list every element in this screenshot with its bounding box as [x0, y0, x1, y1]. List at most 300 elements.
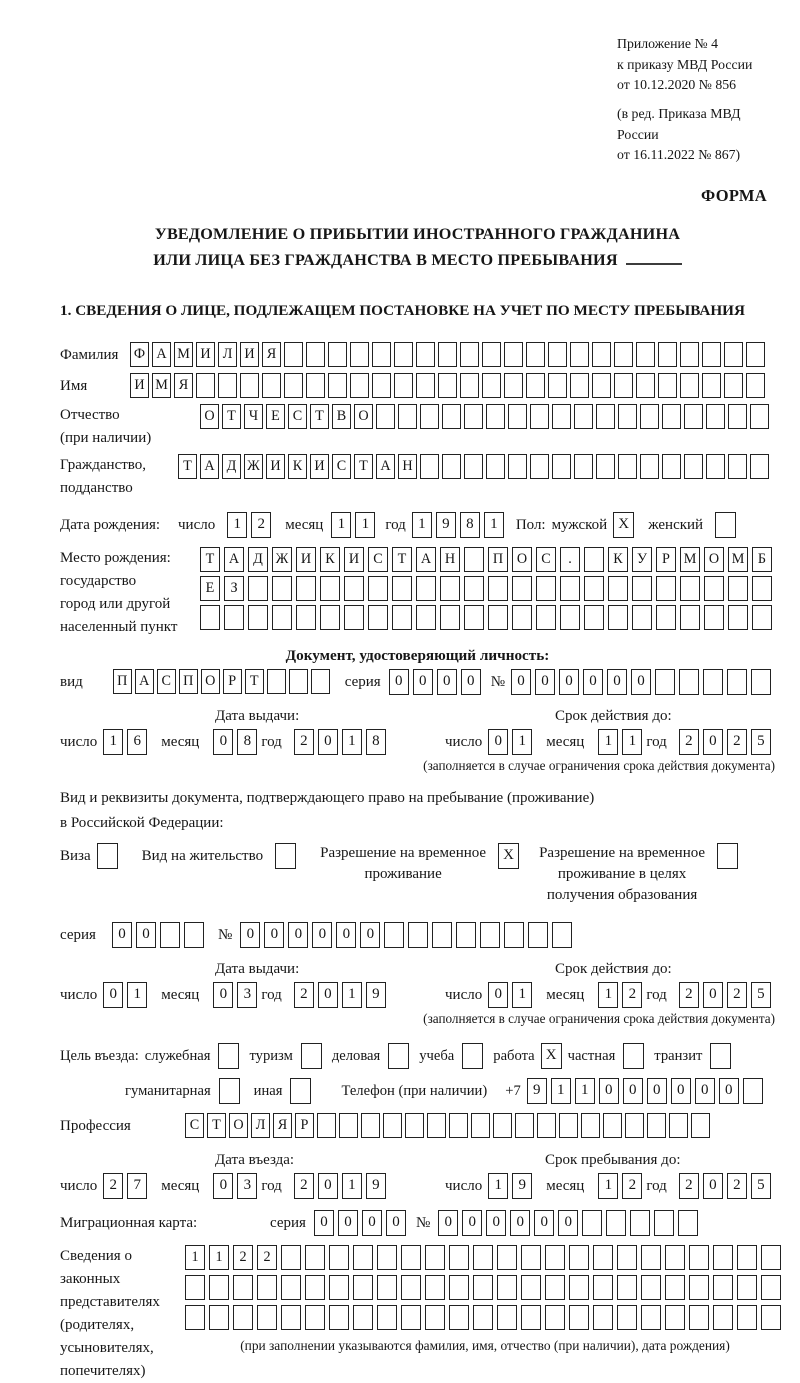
form-cell[interactable]: К	[608, 547, 628, 572]
form-cell[interactable]: 0	[288, 922, 308, 948]
purpose-tourism-checkbox[interactable]	[301, 1043, 322, 1069]
form-cell[interactable]: 0	[213, 982, 233, 1008]
form-cell[interactable]	[497, 1245, 517, 1270]
form-cell[interactable]	[376, 404, 395, 429]
form-cell[interactable]: 8	[460, 512, 480, 538]
form-cell[interactable]	[224, 605, 244, 630]
form-cell[interactable]	[592, 373, 611, 398]
form-cell[interactable]	[377, 1275, 397, 1300]
form-cell[interactable]	[641, 1275, 661, 1300]
form-cell[interactable]	[504, 342, 523, 367]
form-cell[interactable]	[737, 1275, 757, 1300]
form-cell[interactable]: 0	[511, 669, 531, 695]
form-cell[interactable]: И	[130, 373, 149, 398]
form-cell[interactable]	[662, 454, 681, 479]
issue-month-boxes[interactable]	[213, 729, 261, 755]
form-cell[interactable]	[704, 576, 724, 601]
form-cell[interactable]: 0	[318, 982, 338, 1008]
form-cell[interactable]	[679, 669, 699, 695]
form-cell[interactable]	[284, 373, 303, 398]
form-cell[interactable]	[353, 1275, 373, 1300]
form-cell[interactable]: 1	[103, 729, 123, 755]
form-cell[interactable]: 0	[136, 922, 156, 948]
until-month-boxes[interactable]	[598, 729, 646, 755]
form-cell[interactable]	[257, 1275, 277, 1300]
form-cell[interactable]	[752, 576, 772, 601]
purpose-other-checkbox[interactable]	[290, 1078, 311, 1104]
form-cell[interactable]	[449, 1245, 469, 1270]
form-cell[interactable]: 1	[598, 1173, 618, 1199]
form-cell[interactable]	[743, 1078, 763, 1104]
form-cell[interactable]	[737, 1305, 757, 1330]
form-cell[interactable]: Я	[262, 342, 281, 367]
entry-day-boxes[interactable]	[103, 1173, 151, 1199]
form-cell[interactable]	[521, 1305, 541, 1330]
form-cell[interactable]	[449, 1305, 469, 1330]
form-cell[interactable]	[196, 373, 215, 398]
form-cell[interactable]	[464, 454, 483, 479]
profession-boxes[interactable]	[185, 1113, 713, 1138]
form-cell[interactable]	[460, 342, 479, 367]
form-cell[interactable]: Т	[310, 404, 329, 429]
form-cell[interactable]: К	[288, 454, 307, 479]
form-cell[interactable]	[680, 373, 699, 398]
form-cell[interactable]	[728, 576, 748, 601]
form-cell[interactable]	[320, 576, 340, 601]
form-cell[interactable]	[473, 1245, 493, 1270]
form-cell[interactable]	[552, 454, 571, 479]
form-cell[interactable]: 0	[703, 729, 723, 755]
form-cell[interactable]	[526, 373, 545, 398]
form-cell[interactable]	[603, 1113, 622, 1138]
form-cell[interactable]	[617, 1305, 637, 1330]
form-cell[interactable]: Л	[218, 342, 237, 367]
form-cell[interactable]	[614, 342, 633, 367]
sex-female-checkbox[interactable]	[715, 512, 736, 538]
form-cell[interactable]: 5	[751, 982, 771, 1008]
form-cell[interactable]: 1	[551, 1078, 571, 1104]
doc-number-boxes[interactable]	[511, 669, 775, 695]
form-cell[interactable]	[398, 404, 417, 429]
form-cell[interactable]: 1	[598, 982, 618, 1008]
form-cell[interactable]	[584, 605, 604, 630]
form-cell[interactable]	[727, 669, 747, 695]
surname-boxes[interactable]	[130, 342, 768, 367]
form-cell[interactable]: Р	[656, 547, 676, 572]
form-cell[interactable]	[305, 1305, 325, 1330]
form-cell[interactable]	[508, 404, 527, 429]
form-cell[interactable]	[703, 669, 723, 695]
form-cell[interactable]: О	[704, 547, 724, 572]
form-cell[interactable]: 2	[622, 1173, 642, 1199]
form-cell[interactable]	[552, 404, 571, 429]
form-cell[interactable]	[702, 373, 721, 398]
form-cell[interactable]: 0	[647, 1078, 667, 1104]
form-cell[interactable]	[339, 1113, 358, 1138]
form-cell[interactable]	[416, 373, 435, 398]
form-cell[interactable]: 2	[679, 1173, 699, 1199]
form-cell[interactable]	[545, 1305, 565, 1330]
until-day-boxes[interactable]	[488, 729, 536, 755]
form-cell[interactable]: С	[185, 1113, 204, 1138]
form-cell[interactable]: 1	[342, 982, 362, 1008]
form-cell[interactable]: 0	[386, 1210, 406, 1236]
form-cell[interactable]: 3	[237, 982, 257, 1008]
form-cell[interactable]	[320, 605, 340, 630]
form-cell[interactable]	[267, 669, 286, 694]
form-cell[interactable]	[438, 373, 457, 398]
form-cell[interactable]	[632, 605, 652, 630]
form-cell[interactable]	[559, 1113, 578, 1138]
form-cell[interactable]	[746, 342, 765, 367]
form-cell[interactable]	[408, 922, 428, 948]
form-cell[interactable]	[521, 1275, 541, 1300]
form-cell[interactable]: П	[179, 669, 198, 694]
form-cell[interactable]: 0	[719, 1078, 739, 1104]
form-cell[interactable]	[209, 1305, 229, 1330]
form-cell[interactable]	[537, 1113, 556, 1138]
form-cell[interactable]	[209, 1275, 229, 1300]
form-cell[interactable]	[678, 1210, 698, 1236]
form-cell[interactable]: Д	[248, 547, 268, 572]
phone-boxes[interactable]	[527, 1078, 767, 1104]
form-cell[interactable]	[665, 1245, 685, 1270]
form-cell[interactable]: 0	[623, 1078, 643, 1104]
form-cell[interactable]	[702, 342, 721, 367]
form-cell[interactable]: Д	[222, 454, 241, 479]
form-cell[interactable]	[640, 404, 659, 429]
form-cell[interactable]: Р	[223, 669, 242, 694]
form-cell[interactable]	[614, 373, 633, 398]
form-cell[interactable]: И	[310, 454, 329, 479]
form-cell[interactable]	[289, 669, 308, 694]
form-cell[interactable]: 0	[695, 1078, 715, 1104]
form-cell[interactable]: 0	[559, 669, 579, 695]
form-cell[interactable]	[680, 576, 700, 601]
form-cell[interactable]	[464, 547, 484, 572]
form-cell[interactable]	[284, 342, 303, 367]
form-cell[interactable]: 3	[237, 1173, 257, 1199]
form-cell[interactable]	[368, 605, 388, 630]
form-cell[interactable]: А	[376, 454, 395, 479]
form-cell[interactable]: 0	[671, 1078, 691, 1104]
form-cell[interactable]	[497, 1275, 517, 1300]
form-cell[interactable]: 2	[679, 729, 699, 755]
form-cell[interactable]: У	[632, 547, 652, 572]
form-cell[interactable]: И	[344, 547, 364, 572]
form-cell[interactable]	[160, 922, 180, 948]
form-cell[interactable]: М	[680, 547, 700, 572]
birth-place-row2[interactable]	[200, 576, 776, 601]
form-cell[interactable]	[689, 1245, 709, 1270]
form-cell[interactable]: 0	[213, 729, 233, 755]
form-cell[interactable]	[545, 1245, 565, 1270]
form-cell[interactable]: 0	[338, 1210, 358, 1236]
form-cell[interactable]: Т	[392, 547, 412, 572]
form-cell[interactable]	[656, 576, 676, 601]
form-cell[interactable]: О	[201, 669, 220, 694]
form-cell[interactable]: 2	[727, 1173, 747, 1199]
form-cell[interactable]	[536, 576, 556, 601]
rvp-education-checkbox[interactable]	[717, 843, 738, 869]
form-cell[interactable]: Т	[222, 404, 241, 429]
form-cell[interactable]	[394, 373, 413, 398]
form-cell[interactable]: О	[200, 404, 219, 429]
form-cell[interactable]	[536, 605, 556, 630]
form-cell[interactable]	[344, 605, 364, 630]
form-cell[interactable]	[530, 404, 549, 429]
form-cell[interactable]: 9	[366, 1173, 386, 1199]
form-cell[interactable]	[630, 1210, 650, 1236]
form-cell[interactable]	[752, 605, 772, 630]
migration-number-boxes[interactable]	[438, 1210, 702, 1236]
sex-male-checkbox[interactable]: X	[613, 512, 634, 538]
birth-month-boxes[interactable]	[331, 512, 379, 538]
rvp-issue-month-boxes[interactable]	[213, 982, 261, 1008]
issue-year-boxes[interactable]	[294, 729, 390, 755]
form-cell[interactable]	[618, 454, 637, 479]
form-cell[interactable]	[464, 404, 483, 429]
form-cell[interactable]: 2	[257, 1245, 277, 1270]
form-cell[interactable]	[592, 342, 611, 367]
form-cell[interactable]: А	[200, 454, 219, 479]
form-cell[interactable]	[593, 1275, 613, 1300]
form-cell[interactable]: Я	[273, 1113, 292, 1138]
form-cell[interactable]	[328, 373, 347, 398]
form-cell[interactable]	[593, 1245, 613, 1270]
form-cell[interactable]	[471, 1113, 490, 1138]
form-cell[interactable]: 0	[103, 982, 123, 1008]
form-cell[interactable]: 1	[488, 1173, 508, 1199]
form-cell[interactable]: 1	[331, 512, 351, 538]
form-cell[interactable]	[625, 1113, 644, 1138]
form-cell[interactable]	[632, 576, 652, 601]
form-cell[interactable]: 1	[412, 512, 432, 538]
form-cell[interactable]	[456, 922, 476, 948]
form-cell[interactable]	[761, 1275, 781, 1300]
form-cell[interactable]: А	[224, 547, 244, 572]
form-cell[interactable]	[384, 922, 404, 948]
birth-place-row3[interactable]	[200, 605, 776, 630]
form-cell[interactable]	[548, 373, 567, 398]
form-cell[interactable]	[606, 1210, 626, 1236]
representatives-row3[interactable]	[185, 1305, 785, 1330]
form-cell[interactable]	[486, 404, 505, 429]
form-cell[interactable]	[329, 1245, 349, 1270]
form-cell[interactable]	[728, 605, 748, 630]
form-cell[interactable]: Т	[200, 547, 220, 572]
form-cell[interactable]	[185, 1305, 205, 1330]
doc-kind-boxes[interactable]	[113, 669, 333, 694]
form-cell[interactable]	[508, 454, 527, 479]
form-cell[interactable]	[416, 576, 436, 601]
form-cell[interactable]	[750, 404, 769, 429]
form-cell[interactable]: 0	[607, 669, 627, 695]
form-cell[interactable]: Я	[174, 373, 193, 398]
form-cell[interactable]	[440, 605, 460, 630]
form-cell[interactable]	[618, 404, 637, 429]
form-cell[interactable]: 1	[575, 1078, 595, 1104]
form-cell[interactable]: 0	[389, 669, 409, 695]
form-cell[interactable]	[281, 1245, 301, 1270]
form-cell[interactable]: 1	[342, 729, 362, 755]
form-cell[interactable]	[486, 454, 505, 479]
form-cell[interactable]	[608, 605, 628, 630]
form-cell[interactable]	[545, 1275, 565, 1300]
purpose-official-checkbox[interactable]	[218, 1043, 239, 1069]
form-cell[interactable]: Ч	[244, 404, 263, 429]
form-cell[interactable]	[482, 342, 501, 367]
form-cell[interactable]	[442, 454, 461, 479]
form-cell[interactable]: О	[512, 547, 532, 572]
form-cell[interactable]	[416, 342, 435, 367]
form-cell[interactable]	[689, 1275, 709, 1300]
form-cell[interactable]	[497, 1305, 517, 1330]
form-cell[interactable]: 1	[209, 1245, 229, 1270]
form-cell[interactable]: А	[152, 342, 171, 367]
form-cell[interactable]	[306, 373, 325, 398]
form-cell[interactable]	[761, 1305, 781, 1330]
form-cell[interactable]	[328, 342, 347, 367]
form-cell[interactable]	[184, 922, 204, 948]
form-cell[interactable]: 2	[251, 512, 271, 538]
form-cell[interactable]	[353, 1245, 373, 1270]
form-cell[interactable]: 1	[622, 729, 642, 755]
form-cell[interactable]: С	[332, 454, 351, 479]
form-cell[interactable]	[691, 1113, 710, 1138]
form-cell[interactable]: О	[229, 1113, 248, 1138]
form-cell[interactable]	[377, 1245, 397, 1270]
form-cell[interactable]: Н	[440, 547, 460, 572]
form-cell[interactable]	[656, 605, 676, 630]
form-cell[interactable]	[425, 1275, 445, 1300]
form-cell[interactable]	[689, 1305, 709, 1330]
form-cell[interactable]	[574, 454, 593, 479]
form-cell[interactable]: Т	[207, 1113, 226, 1138]
form-cell[interactable]	[361, 1113, 380, 1138]
form-cell[interactable]	[493, 1113, 512, 1138]
form-cell[interactable]	[392, 576, 412, 601]
form-cell[interactable]	[713, 1275, 733, 1300]
form-cell[interactable]: И	[196, 342, 215, 367]
form-cell[interactable]: И	[266, 454, 285, 479]
form-cell[interactable]	[684, 404, 703, 429]
form-cell[interactable]: А	[416, 547, 436, 572]
form-cell[interactable]	[737, 1245, 757, 1270]
citizenship-boxes[interactable]	[178, 454, 772, 479]
form-cell[interactable]: 0	[213, 1173, 233, 1199]
form-cell[interactable]	[329, 1275, 349, 1300]
form-cell[interactable]	[526, 342, 545, 367]
residence-number-boxes[interactable]	[240, 922, 576, 948]
form-cell[interactable]	[350, 342, 369, 367]
form-cell[interactable]	[706, 454, 725, 479]
form-cell[interactable]: 0	[461, 669, 481, 695]
form-cell[interactable]	[262, 373, 281, 398]
form-cell[interactable]	[569, 1275, 589, 1300]
form-cell[interactable]: 0	[703, 1173, 723, 1199]
migration-series-boxes[interactable]	[314, 1210, 410, 1236]
form-cell[interactable]: С	[157, 669, 176, 694]
residence-series-boxes[interactable]	[112, 922, 208, 948]
form-cell[interactable]: 1	[484, 512, 504, 538]
form-cell[interactable]	[427, 1113, 446, 1138]
form-cell[interactable]	[248, 605, 268, 630]
entry-month-boxes[interactable]	[213, 1173, 261, 1199]
form-cell[interactable]: 0	[486, 1210, 506, 1236]
form-cell[interactable]	[750, 454, 769, 479]
form-cell[interactable]: И	[240, 342, 259, 367]
form-cell[interactable]	[706, 404, 725, 429]
form-cell[interactable]	[560, 605, 580, 630]
form-cell[interactable]: 1	[127, 982, 147, 1008]
form-cell[interactable]	[593, 1305, 613, 1330]
form-cell[interactable]	[425, 1245, 445, 1270]
form-cell[interactable]	[405, 1113, 424, 1138]
form-cell[interactable]: 2	[727, 982, 747, 1008]
form-cell[interactable]: 2	[727, 729, 747, 755]
form-cell[interactable]: 0	[488, 729, 508, 755]
stay-year-boxes[interactable]	[679, 1173, 775, 1199]
form-cell[interactable]: Ж	[272, 547, 292, 572]
entry-year-boxes[interactable]	[294, 1173, 390, 1199]
form-cell[interactable]: 0	[112, 922, 132, 948]
form-cell[interactable]	[420, 454, 439, 479]
form-cell[interactable]	[569, 1245, 589, 1270]
form-cell[interactable]	[574, 404, 593, 429]
form-cell[interactable]: 1	[342, 1173, 362, 1199]
form-cell[interactable]	[684, 454, 703, 479]
form-cell[interactable]	[658, 373, 677, 398]
form-cell[interactable]	[480, 922, 500, 948]
form-cell[interactable]	[746, 373, 765, 398]
birth-day-boxes[interactable]	[227, 512, 275, 538]
until-year-boxes[interactable]	[679, 729, 775, 755]
representatives-row2[interactable]	[185, 1275, 785, 1300]
form-cell[interactable]: А	[135, 669, 154, 694]
form-cell[interactable]	[432, 922, 452, 948]
form-cell[interactable]	[655, 669, 675, 695]
form-cell[interactable]	[306, 342, 325, 367]
form-cell[interactable]	[680, 605, 700, 630]
form-cell[interactable]	[350, 373, 369, 398]
purpose-work-checkbox[interactable]: X	[541, 1043, 562, 1069]
form-cell[interactable]	[401, 1305, 421, 1330]
form-cell[interactable]: 0	[558, 1210, 578, 1236]
purpose-private-checkbox[interactable]	[623, 1043, 644, 1069]
form-cell[interactable]	[521, 1245, 541, 1270]
form-cell[interactable]	[617, 1275, 637, 1300]
form-cell[interactable]	[680, 342, 699, 367]
form-cell[interactable]: 0	[462, 1210, 482, 1236]
form-cell[interactable]	[416, 605, 436, 630]
form-cell[interactable]: 2	[233, 1245, 253, 1270]
form-cell[interactable]	[482, 373, 501, 398]
form-cell[interactable]	[713, 1305, 733, 1330]
form-cell[interactable]: 0	[438, 1210, 458, 1236]
form-cell[interactable]	[185, 1275, 205, 1300]
form-cell[interactable]: 9	[527, 1078, 547, 1104]
form-cell[interactable]	[751, 669, 771, 695]
form-cell[interactable]: 0	[488, 982, 508, 1008]
form-cell[interactable]: 9	[366, 982, 386, 1008]
form-cell[interactable]	[728, 404, 747, 429]
form-cell[interactable]: С	[288, 404, 307, 429]
form-cell[interactable]	[440, 576, 460, 601]
purpose-business-checkbox[interactable]	[388, 1043, 409, 1069]
form-cell[interactable]: 1	[227, 512, 247, 538]
form-cell[interactable]	[449, 1275, 469, 1300]
